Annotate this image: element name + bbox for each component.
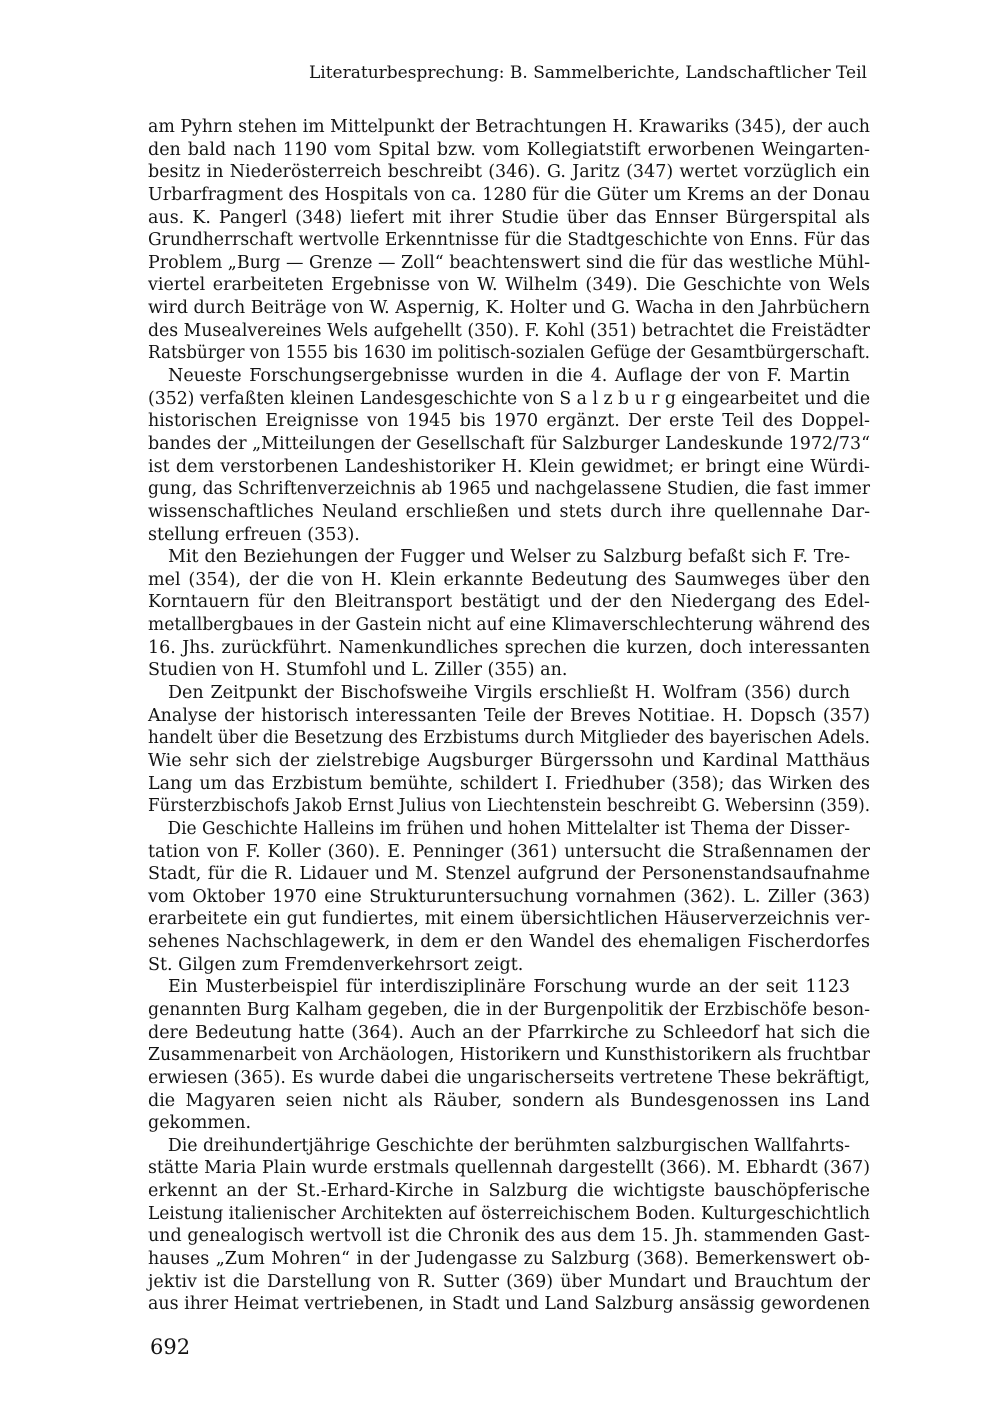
- text-line: Fürsterzbischofs Jakob Ernst Julius von Liechtenstein beschreibt G. Webersinn (359).: [148, 796, 871, 817]
- text-line: wird durch Beiträge von W. Aspernig, K. Holter und G. Wacha in den Jahrbüchern: [148, 298, 870, 319]
- text-line: Mit den Beziehungen der Fugger und Welser zu Salzburg befaßt sich F. Tre-: [168, 547, 851, 568]
- text-line: stellung erfreuen (353).: [148, 524, 360, 545]
- text-line: jektiv ist die Darstellung von R. Sutter (369) über Mundart und Brauchtum der: [148, 1271, 870, 1292]
- text-line: St. Gilgen zum Fremdenverkehrsort zeigt.: [148, 954, 524, 975]
- text-line: metallbergbaues in der Gastein nicht auf eine Klimaverschlechterung während des: [148, 615, 870, 636]
- text-line: Grundherrschaft wertvolle Erkenntnisse für die Stadtgeschichte von Enns. Für das: [148, 230, 871, 251]
- text-line: und genealogisch wertvoll ist die Chronik des aus dem 15. Jh. stammenden Gast-: [148, 1226, 870, 1247]
- running-header: Literaturbesprechung: B. Sammelberichte, Landschaftlicher Teil: [309, 63, 867, 83]
- text-line: 16. Jhs. zurückführt. Namenkundliches sprechen die kurzen, doch interessanten: [148, 637, 870, 658]
- text-line: Die dreihundertjährige Geschichte der berühmten salzburgischen Wallfahrts-: [167, 1135, 850, 1156]
- text-line: Neueste Forschungsergebnisse wurden in die 4. Auflage der von F. Martin: [168, 366, 850, 387]
- text-line: Urbarfragment des Hospitals von ca. 1280 für die Güter um Krems an der Donau: [148, 184, 871, 205]
- text-line: genannten Burg Kalham gegeben, die in der Burgenpolitik der Erzbischöfe beson-: [148, 999, 871, 1020]
- text-line: Die Geschichte Halleins im frühen und hohen Mittelalter ist Thema der Disser-: [167, 818, 851, 839]
- text-line: mel (354), der die von H. Klein erkannte Bedeutung des Saumweges über den: [148, 569, 871, 590]
- text-line: erkennt an der St.-Erhard-Kirche in Salzburg die wichtigste bauschöpferische: [148, 1181, 870, 1202]
- text-line: hauses „Zum Mohren“ in der Judengasse zu Salzburg (368). Bemerkenswert ob-: [148, 1249, 870, 1270]
- text-line: (352) verfaßten kleinen Landesgeschichte von S a l z b u r g eingearbeitet und die: [148, 388, 871, 409]
- text-line: Analyse der historisch interessanten Teile der Breves Notitiae. H. Dopsch (357): [148, 705, 870, 726]
- page-number: 692: [150, 1335, 191, 1359]
- body-text: [148, 116, 870, 1316]
- text-line: Stadt, für die R. Lidauer und M. Stenzel aufgrund der Personenstandsaufnahme: [148, 864, 871, 885]
- text-line: wissenschaftliches Neuland erschließen und stets durch ihre quellennahe Dar-: [148, 501, 870, 522]
- text-line: tation von F. Koller (360). E. Penninger (361) untersucht die Straßennamen der: [148, 841, 871, 862]
- text-line: aus ihrer Heimat vertriebenen, in Stadt und Land Salzburg ansässig gewordenen: [148, 1294, 871, 1315]
- text-line: Den Zeitpunkt der Bischofsweihe Virgils erschließt H. Wolfram (356) durch: [168, 683, 850, 704]
- text-line: den bald nach 1190 vom Spital bzw. vom Kollegiatstift erworbenen Weingarten-: [148, 139, 870, 160]
- text-line: Zusammenarbeit von Archäologen, Historikern und Kunsthistorikern als fruchtbar: [148, 1045, 871, 1066]
- text-line: handelt über die Besetzung des Erzbistums durch Mitglieder des bayerischen Adels.: [148, 728, 871, 749]
- text-line: sehenes Nachschlagewerk, in dem er den Wandel des ehemaligen Fischerdorfes: [148, 932, 870, 953]
- text-line: Wie sehr sich der zielstrebige Augsburger Bürgerssohn und Kardinal Matthäus: [148, 750, 870, 771]
- text-line: erwiesen (365). Es wurde dabei die ungarischerseits vertretene These bekräftigt,: [148, 1067, 870, 1088]
- text-line: Lang um das Erzbistum bemühte, schildert I. Friedhuber (358); das Wirken des: [148, 773, 870, 794]
- text-line: dere Bedeutung hatte (364). Auch an der Pfarrkirche zu Schleedorf hat sich die: [148, 1022, 871, 1043]
- text-line: gung, das Schriftenverzeichnis ab 1965 und nachgelassene Studien, die fast immer: [148, 479, 870, 500]
- text-line: besitz in Niederösterreich beschreibt (346). G. Jaritz (347) wertet vorzüglich ein: [148, 162, 870, 183]
- text-line: Ratsbürger von 1555 bis 1630 im politisch-sozialen Gefüge der Gesamtbürgerschaft.: [148, 343, 871, 364]
- text-line: vom Oktober 1970 eine Strukturuntersuchung vornahmen (362). L. Ziller (363): [148, 886, 871, 907]
- text-line: Studien von H. Stumfohl und L. Ziller (355) an.: [148, 660, 568, 681]
- text-line: ist dem verstorbenen Landeshistoriker H. Klein gewidmet; er bringt eine Würdi-: [148, 456, 870, 477]
- text-line: Korntauern für den Bleitransport bestätigt und der den Niedergang des Edel-: [148, 592, 870, 613]
- text-line: bandes der „Mitteilungen der Gesellschaft für Salzburger Landeskunde 1972/73“: [148, 433, 871, 454]
- text-line: aus. K. Pangerl (348) liefert mit ihrer Studie über das Ennser Bürgerspital als: [148, 207, 870, 228]
- text-line: Leistung italienischer Architekten auf österreichischem Boden. Kulturgeschichtlich: [148, 1203, 870, 1224]
- text-line: gekommen.: [148, 1113, 252, 1134]
- text-line: stätte Maria Plain wurde erstmals quellennah dargestellt (366). M. Ebhardt (367): [148, 1158, 871, 1179]
- text-line: Problem „Burg — Grenze — Zoll“ beachtenswert sind die für das westliche Mühl-: [148, 252, 870, 273]
- text-line: des Musealvereines Wels aufgehellt (350). F. Kohl (351) betrachtet die Freistädter: [148, 320, 870, 341]
- text-line: erarbeitete ein gut fundiertes, mit einem übersichtlichen Häuserverzeichnis ver-: [148, 909, 870, 930]
- text-line: historischen Ereignisse von 1945 bis 1970 ergänzt. Der erste Teil des Doppel-: [148, 411, 870, 432]
- text-line: viertel erarbeiteten Ergebnisse von W. Wilhelm (349). Die Geschichte von Wels: [148, 275, 870, 296]
- text-line: am Pyhrn stehen im Mittelpunkt der Betrachtungen H. Krawariks (345), der auch: [148, 117, 871, 137]
- text-line: die Magyaren seien nicht als Räuber, sondern als Bundesgenossen ins Land: [148, 1090, 871, 1111]
- text-line: Ein Musterbeispiel für interdisziplinäre Forschung wurde an der seit 1123: [168, 977, 851, 998]
